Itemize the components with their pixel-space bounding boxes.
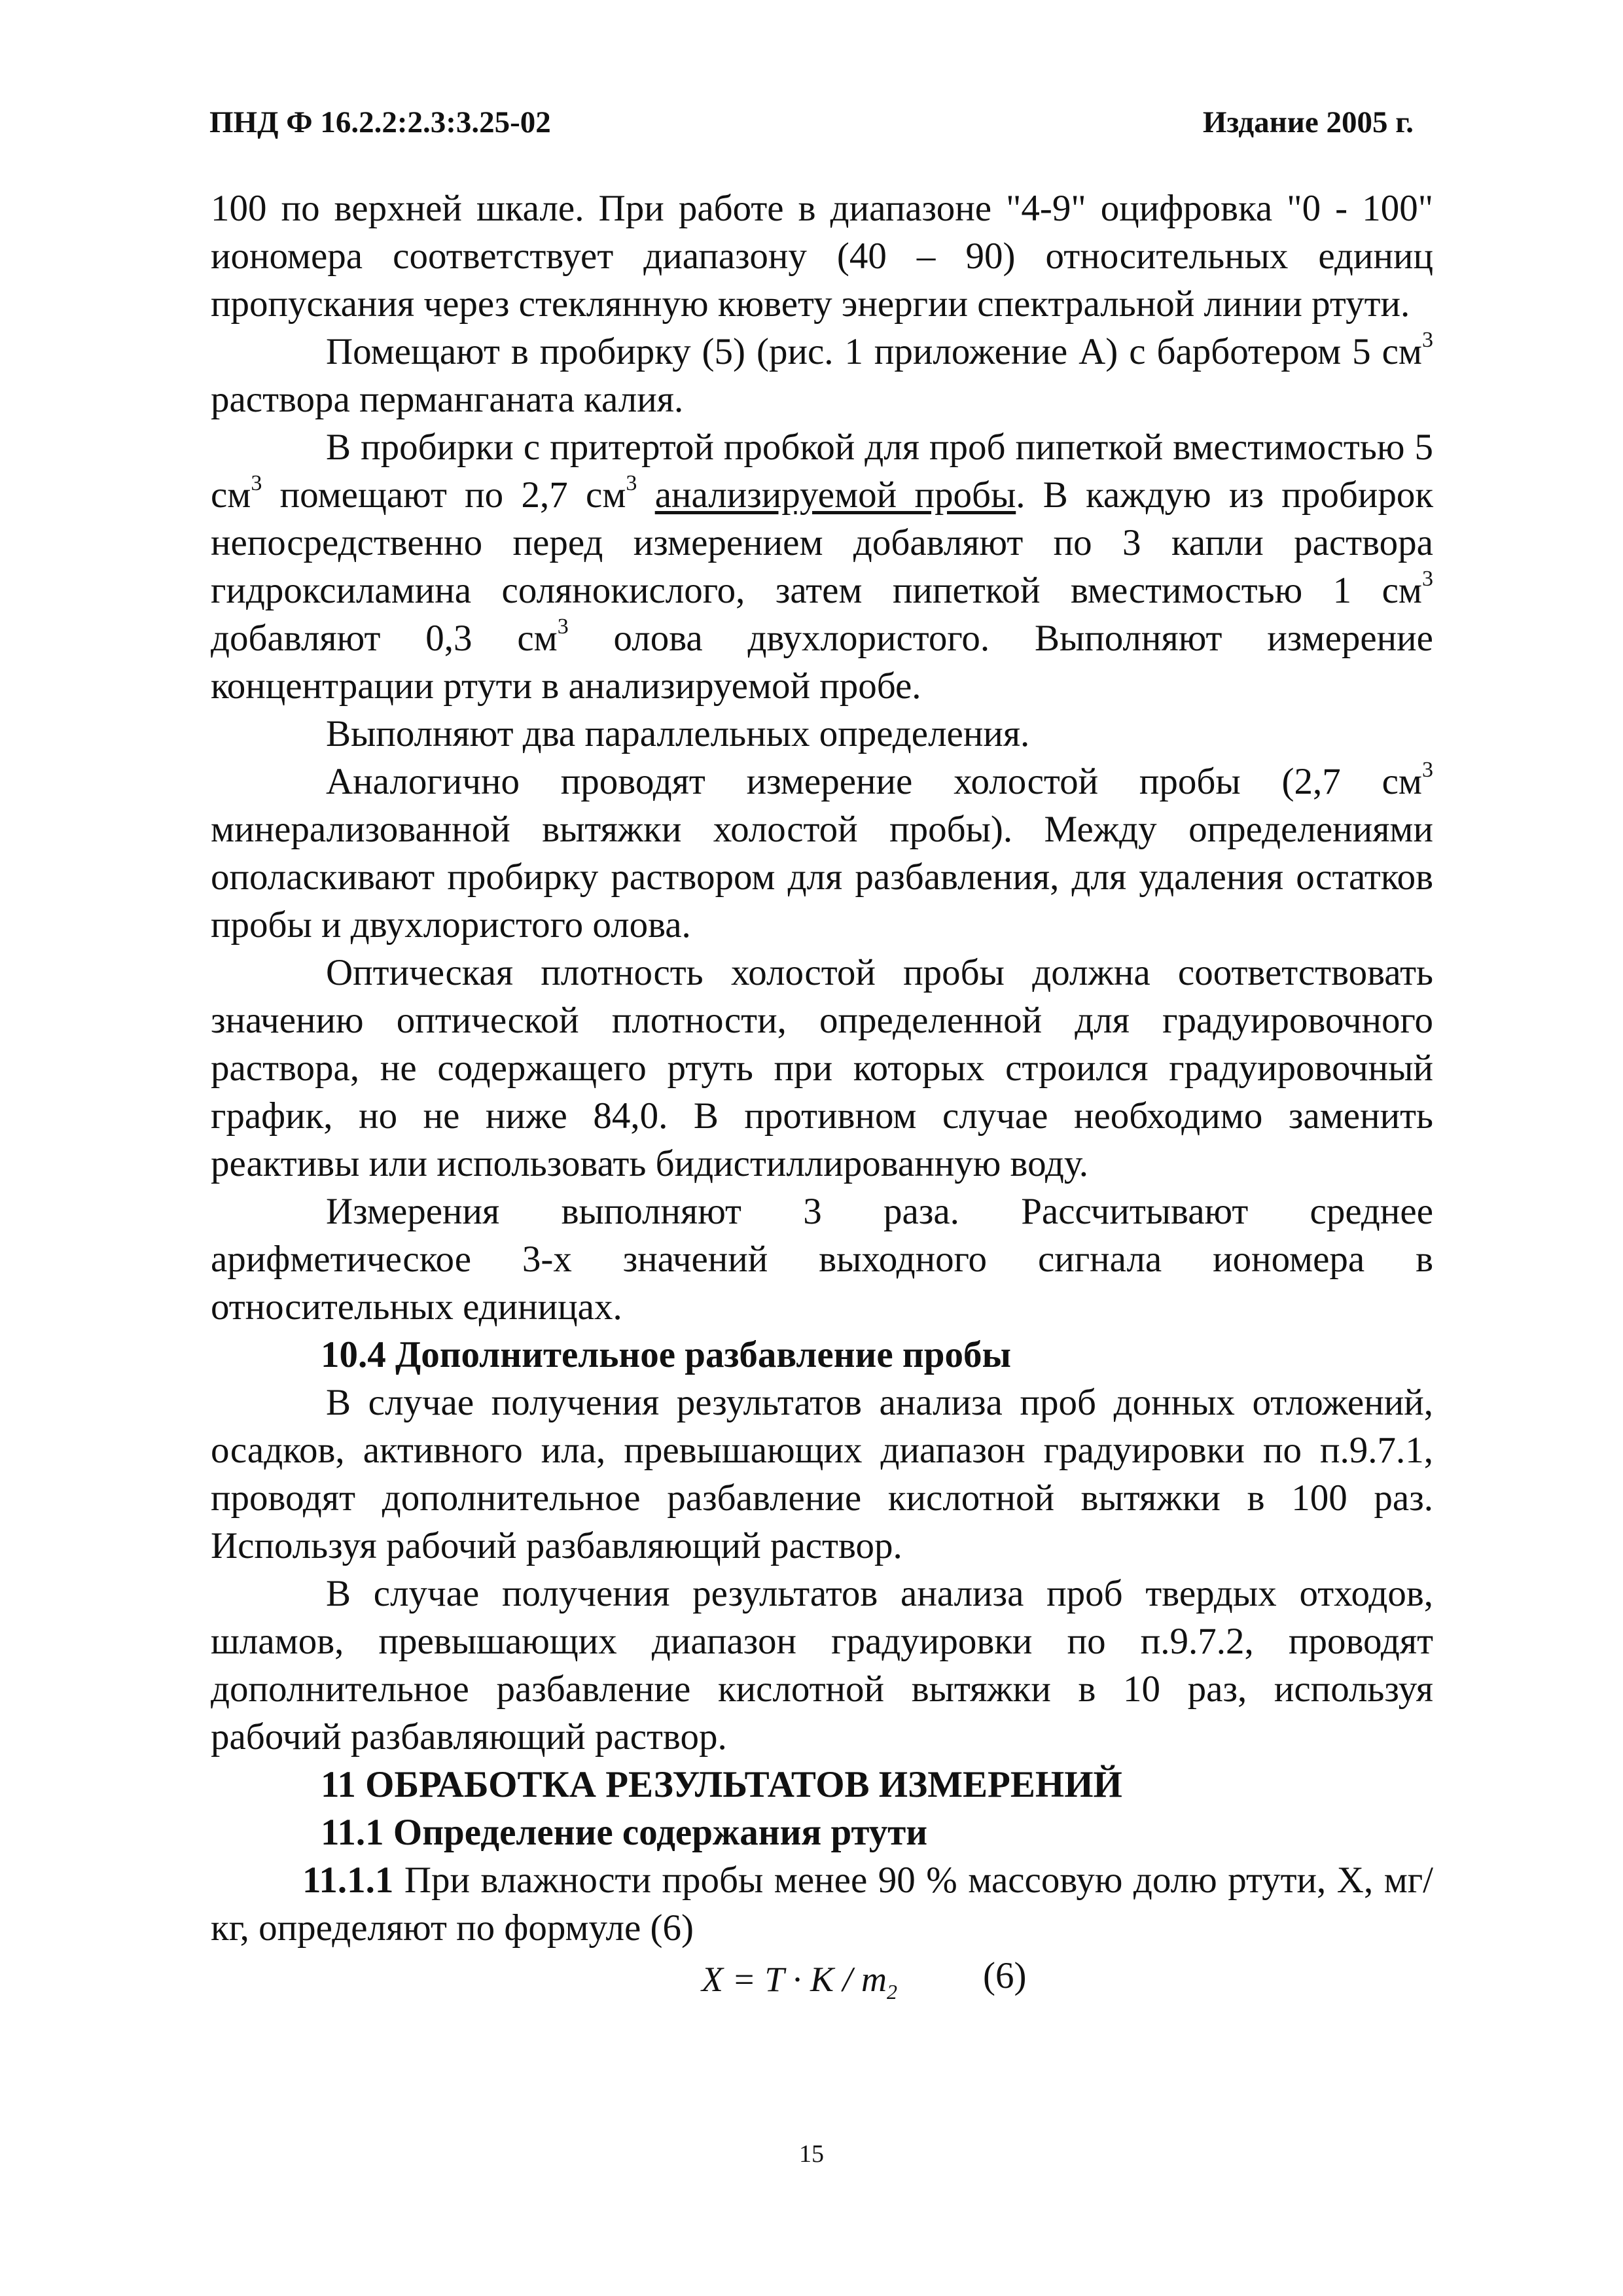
formula: [702, 1956, 897, 2016]
superscript: 3: [1422, 758, 1433, 782]
underlined-text: анализируемой пробы: [654, 474, 1016, 516]
paragraph-11-1-1: [211, 1856, 1433, 1952]
item-number: 11.1.1: [302, 1860, 394, 1901]
paragraph-solid-waste: В случае получения результатов анализа проб твердых отходов, шламов, превышающих диапазон градуировки по п.9.7.2, проводят дополнительное разбавление кислотной вытяжки в 10 раз, используя рабочий разбавляющий раствор.: [211, 1573, 1433, 1757]
text-segment: помещают по 2,7 см: [262, 474, 626, 516]
superscript: 3: [1422, 328, 1433, 352]
text-segment: Аналогично проводят измерение холостой пробы (2,7 см: [326, 761, 1422, 802]
text-segment: Помещают в пробирку (5) (рис. 1 приложение А) с барботером 5 см: [326, 331, 1422, 372]
section-heading-10-4: 10.4 Дополнительное разбавление пробы: [321, 1334, 1011, 1375]
text-segment: минерализованной вытяжки холостой пробы). Между определениями ополаскивают пробирку раствором для разбавления, для удаления остатков пробы и двухлористого олова.: [211, 809, 1433, 945]
text-segment: раствора перманганата калия.: [211, 379, 684, 420]
superscript: 3: [1422, 567, 1433, 591]
paragraph-blank-sample: [211, 758, 1433, 949]
formula-main: X = T · K / m: [702, 1960, 887, 1999]
paragraph-scale-range: 100 по верхней шкале. При работе в диапазоне "4-9" оцифровка "0 - 100" иономера соответствует диапазону (40 – 90) относительных единиц пропускания через стеклянную кювету энергии спектральной линии ртути.: [211, 188, 1433, 325]
superscript: 3: [251, 471, 262, 495]
text-segment: . В каждую из пробирок непосредственно перед измерением добавляют по 3 капли раствора гидроксиламина солянокислого, затем пипеткой вместимостью 1 см: [211, 474, 1434, 611]
formula-row: [211, 1952, 1433, 2011]
text-segment: При влажности пробы менее 90 % массовую долю ртути, X, мг/кг, определяют по формуле (6): [211, 1860, 1433, 1949]
section-heading-11-1: 11.1 Определение содержания ртути: [321, 1812, 928, 1853]
paragraph-measurements: Измерения выполняют 3 раза. Рассчитывают среднее арифметическое 3-х значений выходного сигнала иономера в относительных единицах.: [211, 1191, 1433, 1328]
page-content: [211, 185, 1433, 2011]
text-segment: добавляют 0,3 см: [211, 618, 558, 659]
document-code: ПНД Ф 16.2.2:2.3:3.25-02: [209, 105, 551, 139]
formula-number: (6): [983, 1955, 1027, 1996]
formula-subscript: 2: [887, 1980, 897, 2004]
paragraph-sample-tubes: [211, 423, 1433, 710]
paragraph-parallel: Выполняют два параллельных определения.: [326, 713, 1030, 754]
page-number: 15: [799, 2140, 824, 2168]
page-header: [209, 105, 1414, 157]
superscript: 3: [557, 614, 569, 639]
paragraph-sediments: В случае получения результатов анализа проб донных отложений, осадков, активного ила, превышающих диапазон градуировки по п.9.7.1, проводят дополнительное разбавление кислотной вытяжки в 100 раз. Используя рабочий разбавляющий раствор.: [211, 1382, 1433, 1566]
edition-label: Издание 2005 г.: [1202, 105, 1414, 139]
superscript: 3: [626, 471, 637, 495]
text-segment: В пробирки с притертой пробкой для проб пипеткой вместимостью 5 см: [211, 427, 1433, 516]
section-heading-11: 11 ОБРАБОТКА РЕЗУЛЬТАТОВ ИЗМЕРЕНИЙ: [321, 1764, 1122, 1805]
paragraph-permanganate: [211, 328, 1433, 423]
paragraph-optical-density: Оптическая плотность холостой пробы должна соответствовать значению оптической плотности, определенной для градуировочного раствора, не содержащего ртуть при которых строился градуировочный график, но не ниже 84,0. В противном случае необходимо заменить реактивы или использовать бидистиллированную воду.: [211, 952, 1433, 1184]
text-segment: олова двухлористого. Выполняют измерение концентрации ртути в анализируемой пробе.: [211, 618, 1433, 707]
